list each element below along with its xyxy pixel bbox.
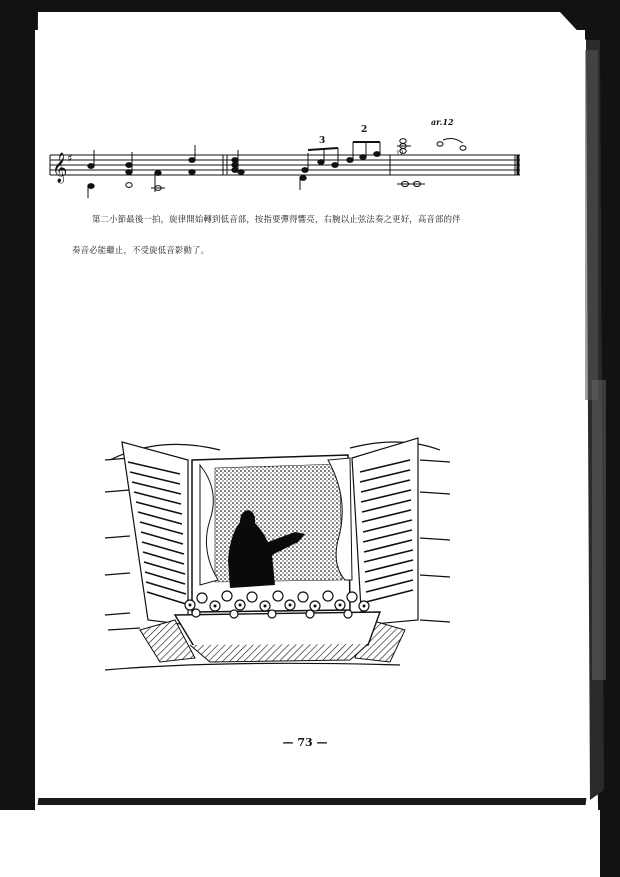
caption-line-2: 奏音必能繼止，不受旋低音影動了。 (72, 245, 210, 255)
treble-clef: 𝄞 (52, 153, 68, 183)
window-guitarist-illustration (100, 430, 460, 710)
harmonic-marking: ar.12 (431, 117, 454, 127)
chord-fret-number: 12 (396, 150, 404, 157)
page-number: — 73 — (282, 736, 328, 749)
caption-line-1: 第二小節最後一拍，旋律開始轉到低音部，按指要彈得響亮，右腕以止弦法奏之更好，高音部的伴 (92, 214, 461, 224)
page-edge-shadow (38, 798, 587, 805)
key-signature: ♯ (67, 152, 73, 165)
music-staff (45, 110, 525, 200)
triplet-mark-2: 2 (361, 125, 368, 135)
triplet-mark-1: 3 (319, 136, 326, 146)
